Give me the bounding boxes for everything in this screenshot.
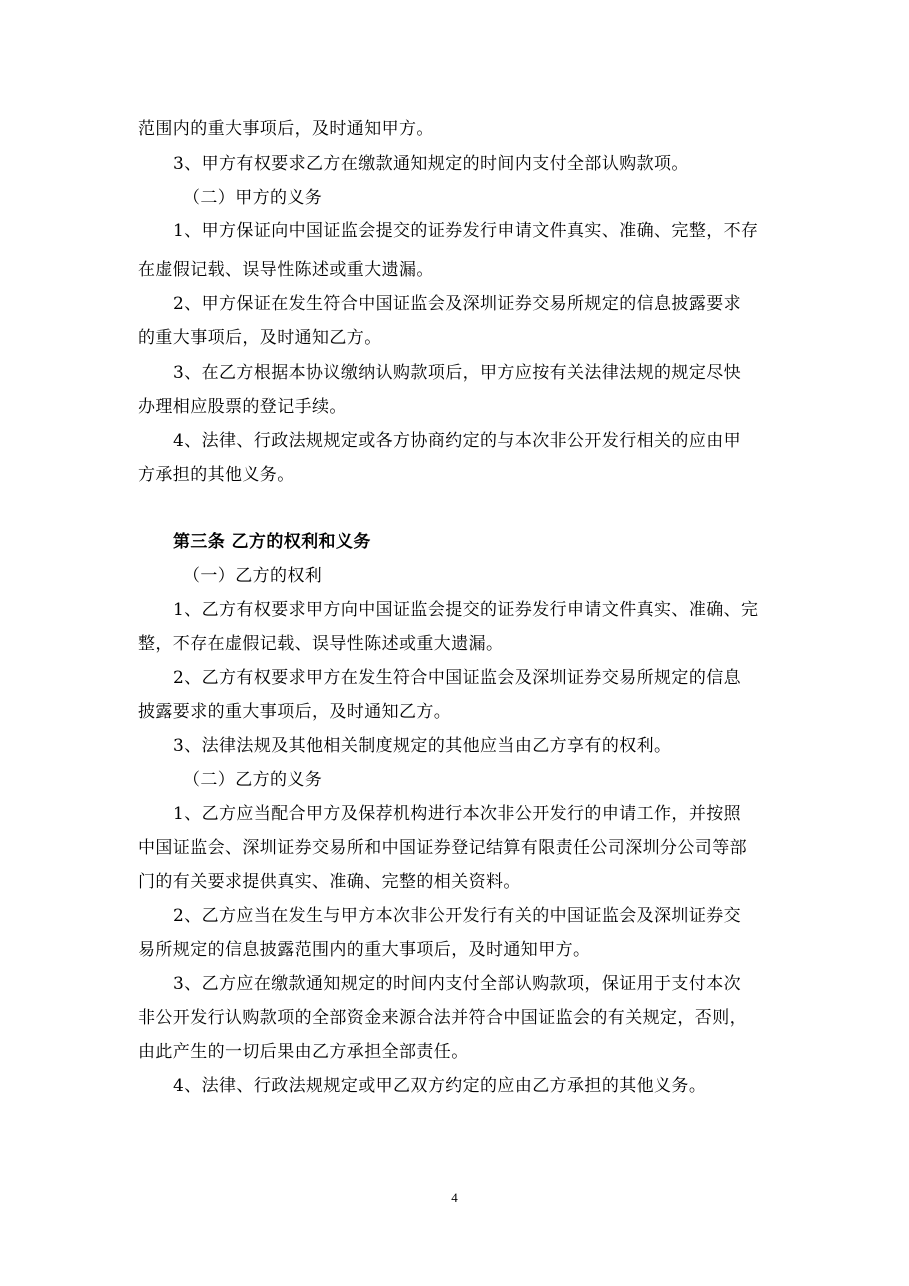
paragraph-line: 2、乙方有权要求甲方在发生符合中国证监会及深圳证券交易所规定的信息	[173, 668, 742, 688]
paragraph-line: 1、乙方应当配合甲方及保荐机构进行本次非公开发行的申请工作，并按照	[173, 804, 742, 824]
paragraph-line: 披露要求的重大事项后，及时通知乙方。	[138, 702, 452, 722]
paragraph-line: 易所规定的信息披露范围内的重大事项后，及时通知甲方。	[138, 940, 591, 960]
paragraph-line: 在虚假记载、误导性陈述或重大遗漏。	[138, 260, 434, 280]
paragraph-line: 非公开发行认购款项的全部资金来源合法并符合中国证监会的有关规定，否则，	[138, 1008, 747, 1028]
paragraph-line: 3、法律法规及其他相关制度规定的其他应当由乙方享有的权利。	[173, 736, 672, 756]
paragraph-line: 中国证监会、深圳证券交易所和中国证券登记结算有限责任公司深圳分公司等部	[138, 838, 747, 858]
paragraph-line: 3、甲方有权要求乙方在缴款通知规定的时间内支付全部认购款项。	[173, 154, 689, 174]
paragraph-line: 整，不存在虚假记载、误导性陈述或重大遗漏。	[138, 634, 504, 654]
section-subheading: （二）甲方的义务	[183, 188, 323, 208]
paragraph-line: 3、乙方应在缴款通知规定的时间内支付全部认购款项，保证用于支付本次	[173, 974, 742, 994]
paragraph-line: 1、甲方保证向中国证监会提交的证券发行申请文件真实、准确、完整，不存	[173, 221, 759, 241]
paragraph-line: 办理相应股票的登记手续。	[138, 397, 347, 417]
section-subheading: （一）乙方的权利	[183, 566, 323, 586]
paragraph-line: 的重大事项后，及时通知乙方。	[138, 328, 382, 348]
paragraph-line: 1、乙方有权要求甲方向中国证监会提交的证券发行申请文件真实、准确、完	[173, 600, 759, 620]
paragraph-line: 2、乙方应当在发生与甲方本次非公开发行有关的中国证监会及深圳证券交	[173, 906, 742, 926]
paragraph-line: 4、法律、行政法规规定或各方协商约定的与本次非公开发行相关的应由甲	[173, 431, 742, 451]
paragraph-line: 方承担的其他义务。	[138, 465, 295, 485]
paragraph-line: 4、法律、行政法规规定或甲乙双方约定的应由乙方承担的其他义务。	[173, 1076, 707, 1096]
paragraph-line: 3、在乙方根据本协议缴纳认购款项后，甲方应按有关法律法规的规定尽快	[173, 363, 742, 383]
paragraph-line: 2、甲方保证在发生符合中国证监会及深圳证券交易所规定的信息披露要求	[173, 294, 742, 314]
article-heading: 第三条 乙方的权利和义务	[173, 532, 371, 552]
paragraph-line: 由此产生的一切后果由乙方承担全部责任。	[138, 1042, 469, 1062]
paragraph-line: 门的有关要求提供真实、准确、完整的相关资料。	[138, 872, 521, 892]
paragraph-line: 范围内的重大事项后，及时通知甲方。	[138, 119, 434, 139]
section-subheading: （二）乙方的义务	[183, 770, 323, 790]
page-number: 4	[451, 1190, 458, 1205]
